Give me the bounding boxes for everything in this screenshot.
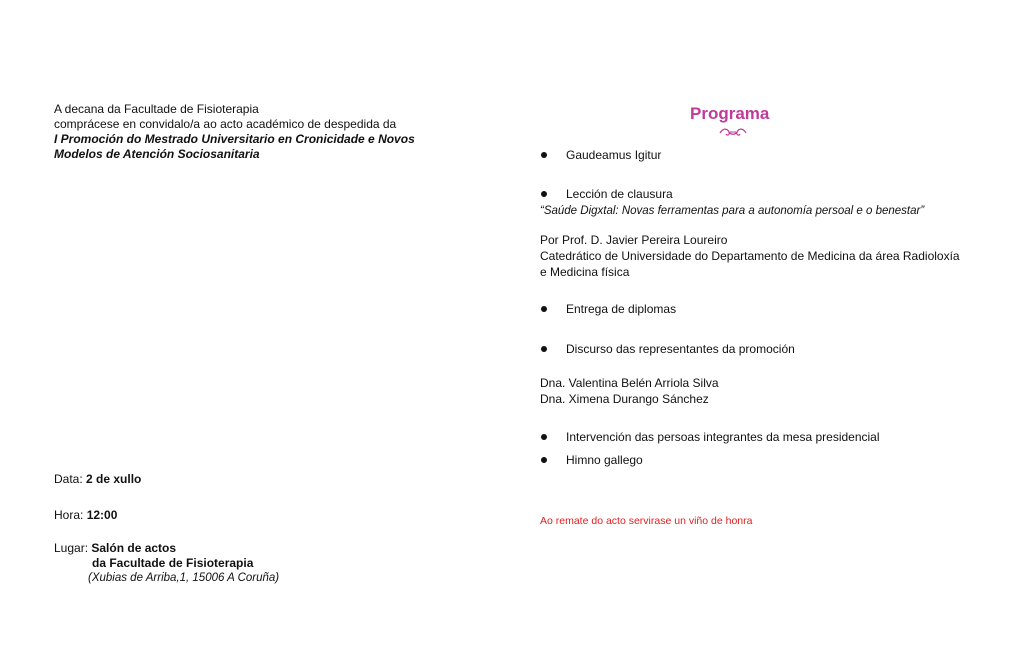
place-row [54,541,279,556]
program-item-anthem: Himno gallego [566,453,643,467]
program-title: Programa [690,104,770,123]
place-label: Lugar: [54,541,92,555]
speaker-line-1: Por Prof. D. Javier Pereira Loureiro [540,233,728,247]
invitation-intro [54,102,415,162]
date-label: Data: [54,472,87,486]
program-item-presidency: Intervención das persoas integrantes da mesa presidencial [566,430,880,444]
representatives-block [540,375,719,407]
program-name-line-2: Modelos de Atención Sociosanitaria [54,147,260,161]
representative-2: Dna. Ximena Durango Sánchez [540,392,709,406]
bullet-icon [541,457,547,463]
representative-1: Dna. Valentina Belén Arriola Silva [540,376,719,390]
program-item-speech: Discurso das representantes da promoción [566,342,795,356]
time-row [54,508,117,523]
bullet-icon [541,346,547,352]
time-value: 12:00 [86,508,118,522]
bullet-icon [541,306,547,312]
bullet-icon [541,191,547,197]
place-value-2: da Facultade de Fisioterapia [92,556,254,570]
flourish-ornament-icon [718,126,748,141]
date-value: 2 de xullo [86,472,142,486]
lecture-title: “Saúde Digxtal: Novas ferramentas para a autonomía persoal e o benestar” [540,205,925,217]
time-label: Hora: [54,508,87,522]
intro-line-2: comprácese en convidalo/a ao acto académico de despedida da [54,117,397,131]
speaker-block [540,232,960,280]
closing-note: Ao remate do acto servirase un viño de honra [540,515,753,527]
speaker-line-2: Catedrático de Universidade do Departamento de Medicina da área Radioloxía [540,249,960,263]
program-item-diplomas: Entrega de diplomas [566,302,677,316]
place-address: (Xubias de Arriba,1, 15006 A Coruña) [88,572,280,584]
program-name-line-1: I Promoción do Mestrado Universitario en Cronicidade e Novos [54,132,415,146]
bullet-icon [541,434,547,440]
program-item-lecture: Lección de clausura [566,187,673,201]
bullet-icon [541,152,547,158]
speaker-line-3: e Medicina física [540,265,630,279]
intro-line-1: A decana da Facultade de Fisioterapia [54,102,259,116]
program-item-gaudeamus: Gaudeamus Igitur [566,148,662,162]
place-block [54,541,279,586]
place-value-1: Salón de actos [91,541,177,555]
date-row [54,472,141,487]
